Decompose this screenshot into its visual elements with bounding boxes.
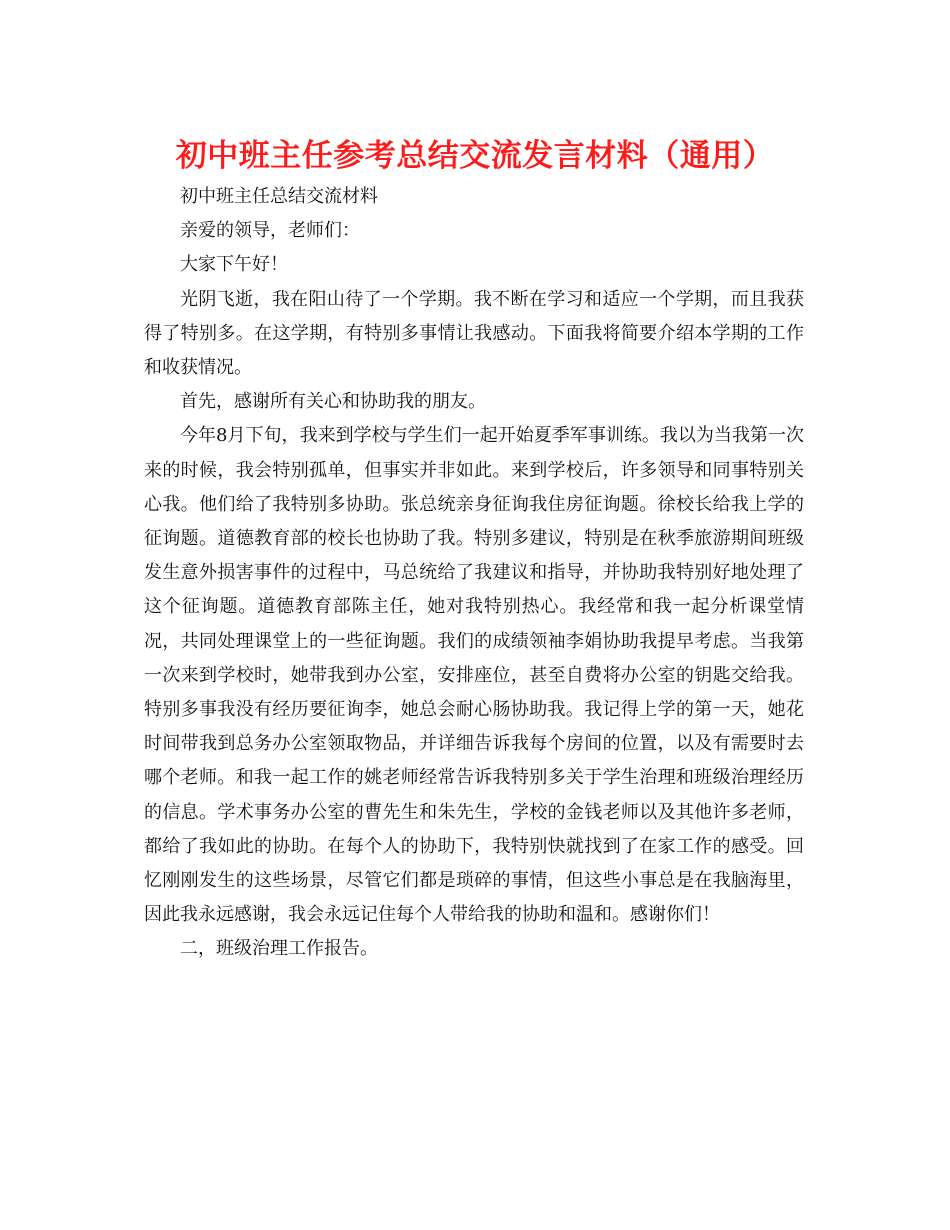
paragraph-intro: 光阴飞逝，我在阳山待了一个学期。我不断在学习和适应一个学期，而且我获得了特别多。在这学期，有特别多事情让我感动。下面我将简要介绍本学期的工作和收获情况。 — [144, 288, 804, 379]
paragraph-thanks: 首先，感谢所有关心和协助我的朋友。 — [180, 391, 486, 413]
document-body — [144, 180, 804, 967]
document-title: 初中班主任参考总结交流发言材料（通用） — [175, 138, 775, 174]
paragraph-section-heading: 二，班级治理工作报告。 — [180, 938, 378, 960]
paragraph-main: 今年8月下旬，我来到学校与学生们一起开始夏季军事训练。我以为当我第一次来的时候，我会特别孤单，但事实并非如此。来到学校后，许多领导和同事特别关心我。他们给了我特别多协助。张总统亲身征询我住房征询题。徐校长给我上学的征询题。道德教育部的校长也协助了我。特别多建议，特别是在秋季旅游期间班级发生意外损害事件的过程中，马总统给了我建议和指导，并协助我特别好地处理了这个征询题。道德教育部陈主任，她对我特别热心。我经常和我一起分析课堂情况，共同处理课堂上的一些征询题。我们的成绩领袖李娟协助我提早考虑。当我第一次来到学校时，她带我到办公室，安排座位，甚至自费将办公室的钥匙交给我。特别多事我没有经历要征询李，她总会耐心肠协助我。我记得上学的第一天，她花时间带我到总务办公室领取物品，并详细告诉我每个房间的位置，以及有需要时去哪个老师。和我一起工作的姚老师经常告诉我特别多关于学生治理和班级治理经历的信息。学术事务办公室的曹先生和朱先生，学校的金钱老师以及其他许多老师，都给了我如此的协助。在每个人的协助下，我特别快就找到了在家工作的感受。回忆刚刚发生的这些场景，尽管它们都是琐碎的事情，但这些小事总是在我脑海里，因此我永远感谢，我会永远记住每个人带给我的协助和温和。感谢你们！ — [144, 425, 804, 926]
paragraph-greeting: 大家下午好！ — [180, 254, 288, 276]
paragraph-subtitle: 初中班主任总结交流材料 — [180, 186, 378, 207]
paragraph-salutation: 亲爱的领导，老师们： — [180, 220, 360, 242]
